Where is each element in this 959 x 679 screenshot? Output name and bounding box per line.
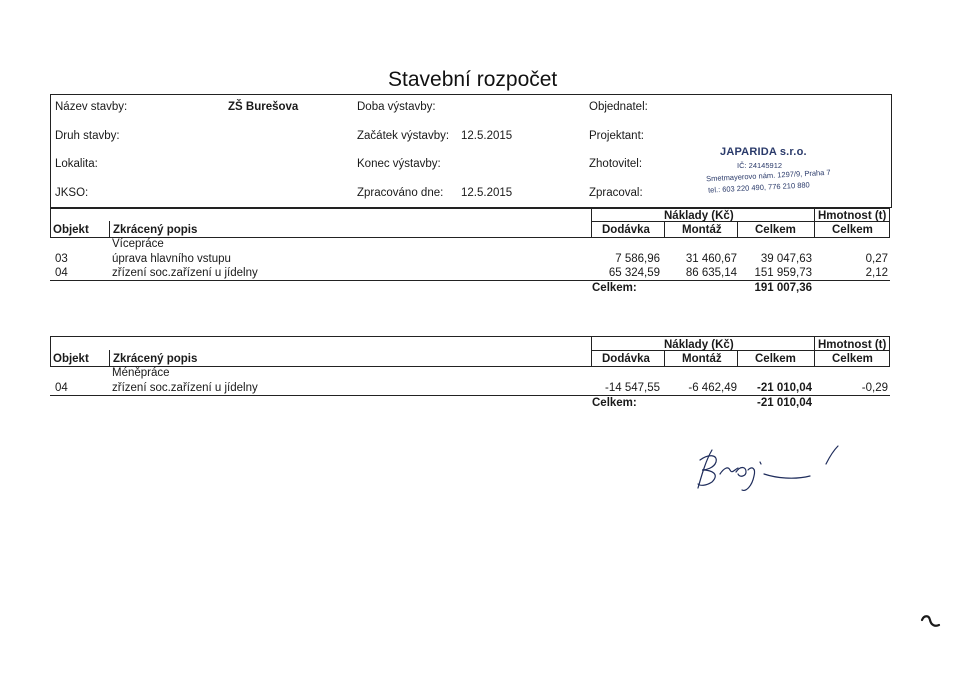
table1-objekt-divider <box>109 221 110 237</box>
t1-row2-montaz: 86 635,14 <box>685 267 737 279</box>
table2-montaz-divider <box>737 350 738 366</box>
t2-row1-objekt: 04 <box>55 382 68 394</box>
table1-rows-bottom-rule <box>50 280 890 281</box>
table2-objekt-divider <box>109 350 110 366</box>
t1-row2-hmotnost: 2,12 <box>865 267 888 279</box>
t1-objekt-header: Objekt <box>53 224 89 236</box>
druh-label: Druh stavby: <box>55 130 120 142</box>
t1-row1-hmotnost: 0,27 <box>865 253 888 265</box>
nazev-label: Název stavby: <box>55 101 128 113</box>
t1-row1-celkem: 39 047,63 <box>760 253 812 265</box>
page-title: Stavební rozpočet <box>388 68 558 91</box>
t1-hm-celkem-header: Celkem <box>832 224 873 236</box>
t1-row2-celkem: 151 959,73 <box>754 267 812 279</box>
t1-total-label: Celkem: <box>592 282 637 294</box>
t2-celkem-header: Celkem <box>755 353 796 365</box>
table2-top-rule <box>50 336 890 337</box>
objednatel-label: Objednatel: <box>589 101 648 113</box>
t2-montaz-header: Montáž <box>682 353 722 365</box>
table2-hmotnost-divider <box>814 336 815 366</box>
table1-right-rule <box>889 208 890 237</box>
table2-right-rule <box>889 336 890 366</box>
lokalita-label: Lokalita: <box>55 158 98 170</box>
t1-row1-popis: úprava hlavního vstupu <box>112 253 231 265</box>
t1-group-label: Vícepráce <box>112 238 164 250</box>
t1-montaz-header: Montáž <box>682 224 722 236</box>
t2-hm-celkem-header: Celkem <box>832 353 873 365</box>
t2-row1-popis: zřízení soc.zařízení u jídelny <box>112 382 258 394</box>
t1-row2-objekt: 04 <box>55 267 68 279</box>
zacatek-label: Začátek výstavby: <box>357 130 450 142</box>
t2-popis-header: Zkrácený popis <box>113 353 198 365</box>
t2-total-label: Celkem: <box>592 397 637 409</box>
t2-row1-hmotnost: -0,29 <box>861 382 888 394</box>
table1-left-rule <box>50 208 51 237</box>
t2-group-label: Méněpráce <box>112 367 170 379</box>
t1-row1-montaz: 31 460,67 <box>685 253 737 265</box>
t2-row1-montaz: -6 462,49 <box>688 382 737 394</box>
table1-top-rule <box>50 208 890 209</box>
t1-total-value: 191 007,36 <box>754 282 812 294</box>
konec-label: Konec výstavby: <box>357 158 441 170</box>
t1-row2-dodavka: 65 324,59 <box>608 267 660 279</box>
t2-row1-dodavka: -14 547,55 <box>605 382 660 394</box>
zpracoval-label: Zpracoval: <box>589 187 643 199</box>
doba-label: Doba výstavby: <box>357 101 436 113</box>
handwritten-page-mark <box>920 612 942 630</box>
t2-naklady-header: Náklady (Kč) <box>664 339 734 351</box>
t1-popis-header: Zkrácený popis <box>113 224 198 236</box>
t2-objekt-header: Objekt <box>53 353 89 365</box>
table2-header-bottom-rule <box>50 366 890 367</box>
table2-naklady-left <box>591 336 592 366</box>
projektant-label: Projektant: <box>589 130 644 142</box>
zpracovano-label: Zpracováno dne: <box>357 187 444 199</box>
t1-hmotnost-header: Hmotnost (t) <box>818 210 887 222</box>
table1-header-bottom-rule <box>50 237 890 238</box>
zpracovano-value: 12.5.2015 <box>461 187 513 199</box>
zhotovitel-label: Zhotovitel: <box>589 158 643 170</box>
t2-dodavka-header: Dodávka <box>602 353 650 365</box>
t1-dodavka-header: Dodávka <box>602 224 650 236</box>
stamp-address: Smetmayerovo nám. 1297/9, Praha 7 <box>705 167 831 184</box>
table2-dodavka-divider <box>664 350 665 366</box>
table1-montaz-divider <box>737 221 738 237</box>
table1-naklady-left <box>591 208 592 237</box>
table1-hmotnost-divider <box>814 208 815 237</box>
t1-celkem-header: Celkem <box>755 224 796 236</box>
table2-rows-bottom-rule <box>50 395 890 396</box>
handwritten-signature <box>676 440 856 500</box>
t1-row2-popis: zřízení soc.zařízení u jídelny <box>112 267 258 279</box>
jkso-label: JKSO: <box>55 187 89 199</box>
t1-naklady-header: Náklady (Kč) <box>664 210 734 222</box>
zacatek-value: 12.5.2015 <box>461 130 513 142</box>
stamp-company-name: JAPARIDA s.r.o. <box>720 146 807 158</box>
table1-dodavka-divider <box>664 221 665 237</box>
stamp-tel: tel.: 603 220 490, 776 210 880 <box>707 180 810 195</box>
stamp-ic: IČ: 24145912 <box>737 161 783 170</box>
t1-row1-objekt: 03 <box>55 253 68 265</box>
table2-left-rule <box>50 336 51 366</box>
t2-hmotnost-header: Hmotnost (t) <box>818 339 887 351</box>
nazev-value: ZŠ Burešova <box>228 101 299 113</box>
t2-row1-celkem: -21 010,04 <box>757 382 812 394</box>
t1-row1-dodavka: 7 586,96 <box>615 253 660 265</box>
t2-total-value: -21 010,04 <box>757 397 812 409</box>
